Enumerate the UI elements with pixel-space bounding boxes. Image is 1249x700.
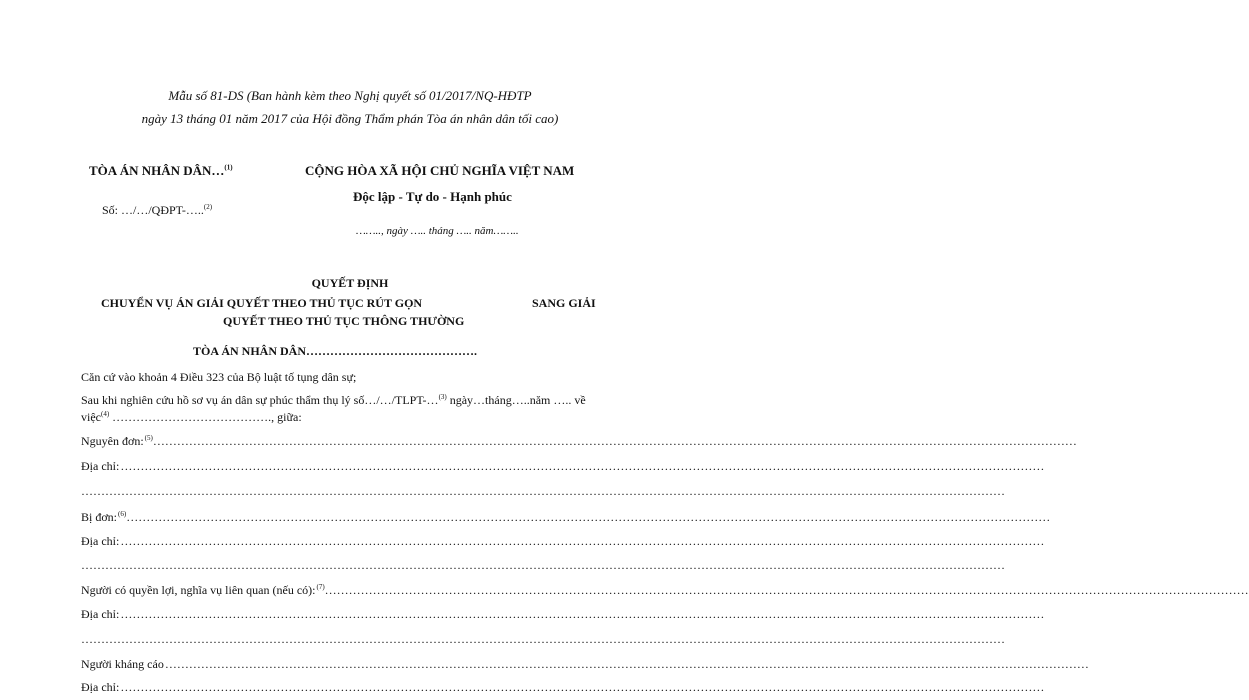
court-name — [89, 163, 233, 179]
related-party-label: Người có quyền lợi, nghĩa vụ liên quan (nếu có): — [81, 583, 316, 597]
related-address-dots: …………………………………………………………………………………………………………………………………………………………………………………………………………… — [120, 607, 1045, 621]
plaintiff-address-dots: …………………………………………………………………………………………………………………………………………………………………………………………………………… — [120, 459, 1045, 473]
related-address-field[interactable] — [81, 607, 1045, 622]
legal-basis: Căn cứ vào khoản 4 Điều 323 của Bộ luật tố tụng dân sự; — [81, 370, 357, 384]
national-motto: Độc lập - Tự do - Hạnh phúc — [353, 189, 512, 204]
decision-subtitle-line2: QUYẾT THEO THỦ TỤC THÔNG THƯỜNG — [223, 314, 465, 328]
plaintiff-label: Nguyên đơn: — [81, 434, 144, 448]
plaintiff-footnote-5: (5) — [144, 434, 153, 442]
review-footnote-4: (4) — [101, 410, 110, 418]
template-reference-line1: Mẫu số 81-DS (Ban hành kèm theo Nghị quyết số 01/2017/NQ-HĐTP — [168, 88, 532, 103]
plaintiff-address-field[interactable] — [81, 459, 1045, 474]
review-line1-text: Sau khi nghiên cứu hồ sơ vụ án dân sự phúc thẩm thụ lý số…/…/TLPT-… — [81, 393, 439, 407]
number-footnote-2: (2) — [203, 203, 213, 211]
court-footnote-1: (1) — [224, 163, 233, 172]
defendant-address-field[interactable] — [81, 534, 1045, 549]
related-address-label: Địa chỉ: — [81, 607, 120, 621]
related-address-extra-line[interactable]: …………………………………………………………………………………………………………………………………………………………………………………………………………… — [81, 632, 1005, 646]
appellant-address-label: Địa chỉ: — [81, 680, 120, 694]
plaintiff-dots: …………………………………………………………………………………………………………………………………………………………………………………………………………… — [152, 434, 1077, 448]
appellant-address-field[interactable] — [81, 680, 1045, 695]
defendant-address-extra-line[interactable]: …………………………………………………………………………………………………………………………………………………………………………………………………………… — [81, 558, 1005, 572]
related-footnote-7: (7) — [316, 583, 325, 591]
court-name-text: TÒA ÁN NHÂN DÂN — [89, 163, 212, 178]
defendant-dots: …………………………………………………………………………………………………………………………………………………………………………………………………………… — [126, 510, 1051, 524]
republic-name: CỘNG HÒA XÃ HỘI CHỦ NGHĨA VIỆT NAM — [305, 163, 575, 178]
review-sentence-line2 — [81, 410, 302, 425]
appellant-dots: …………………………………………………………………………………………………………………………………………………………………………………………………………… — [164, 657, 1089, 671]
related-party-dots: …………………………………………………………………………………………………………………………………………………………………………………………………………… — [324, 583, 1249, 597]
defendant-footnote-6: (6) — [118, 510, 127, 518]
plaintiff-address-label: Địa chỉ: — [81, 459, 120, 473]
decision-number-text: Số: …/…/QĐPT-….. — [102, 203, 204, 217]
defendant-field[interactable] — [81, 510, 1051, 525]
review-line2-head: việc — [81, 410, 101, 424]
template-reference-line2: ngày 13 tháng 01 năm 2017 của Hội đồng Thẩm phán Tòa án nhân dân tối cao) — [141, 111, 559, 126]
review-line2-tail: …………………………………., giữa: — [109, 410, 302, 424]
review-footnote-3: (3) — [438, 393, 447, 401]
review-line1-tail: ngày…tháng…..năm ….. về — [446, 393, 586, 407]
place-date-line: …….., ngày ….. tháng ….. năm…….. — [356, 225, 519, 237]
defendant-label: Bị đơn: — [81, 510, 118, 524]
appellant-field[interactable] — [81, 657, 1089, 672]
court-name-blank: … — [211, 163, 225, 178]
decision-subtitle-part1: CHUYỂN VỤ ÁN GIẢI QUYẾT THEO THỦ TỤC RÚT GỌN — [101, 296, 423, 310]
plaintiff-address-extra-line[interactable]: …………………………………………………………………………………………………………………………………………………………………………………………………………… — [81, 484, 1005, 498]
plaintiff-field[interactable] — [81, 434, 1077, 449]
appellant-label: Người kháng cáo — [81, 657, 164, 671]
defendant-address-label: Địa chỉ: — [81, 534, 120, 548]
appellant-address-dots: …………………………………………………………………………………………………………………………………………………………………………………………………………… — [120, 680, 1045, 694]
decision-title: QUYẾT ĐỊNH — [311, 276, 389, 290]
issuing-court-line: TÒA ÁN NHÂN DÂN……………………………………. — [193, 344, 478, 358]
review-sentence-line1 — [81, 393, 586, 408]
related-party-field[interactable] — [81, 583, 1249, 598]
decision-subtitle-part2: SANG GIẢI — [532, 296, 596, 310]
defendant-address-dots: …………………………………………………………………………………………………………………………………………………………………………………………………………… — [120, 534, 1045, 548]
decision-number — [102, 203, 212, 218]
